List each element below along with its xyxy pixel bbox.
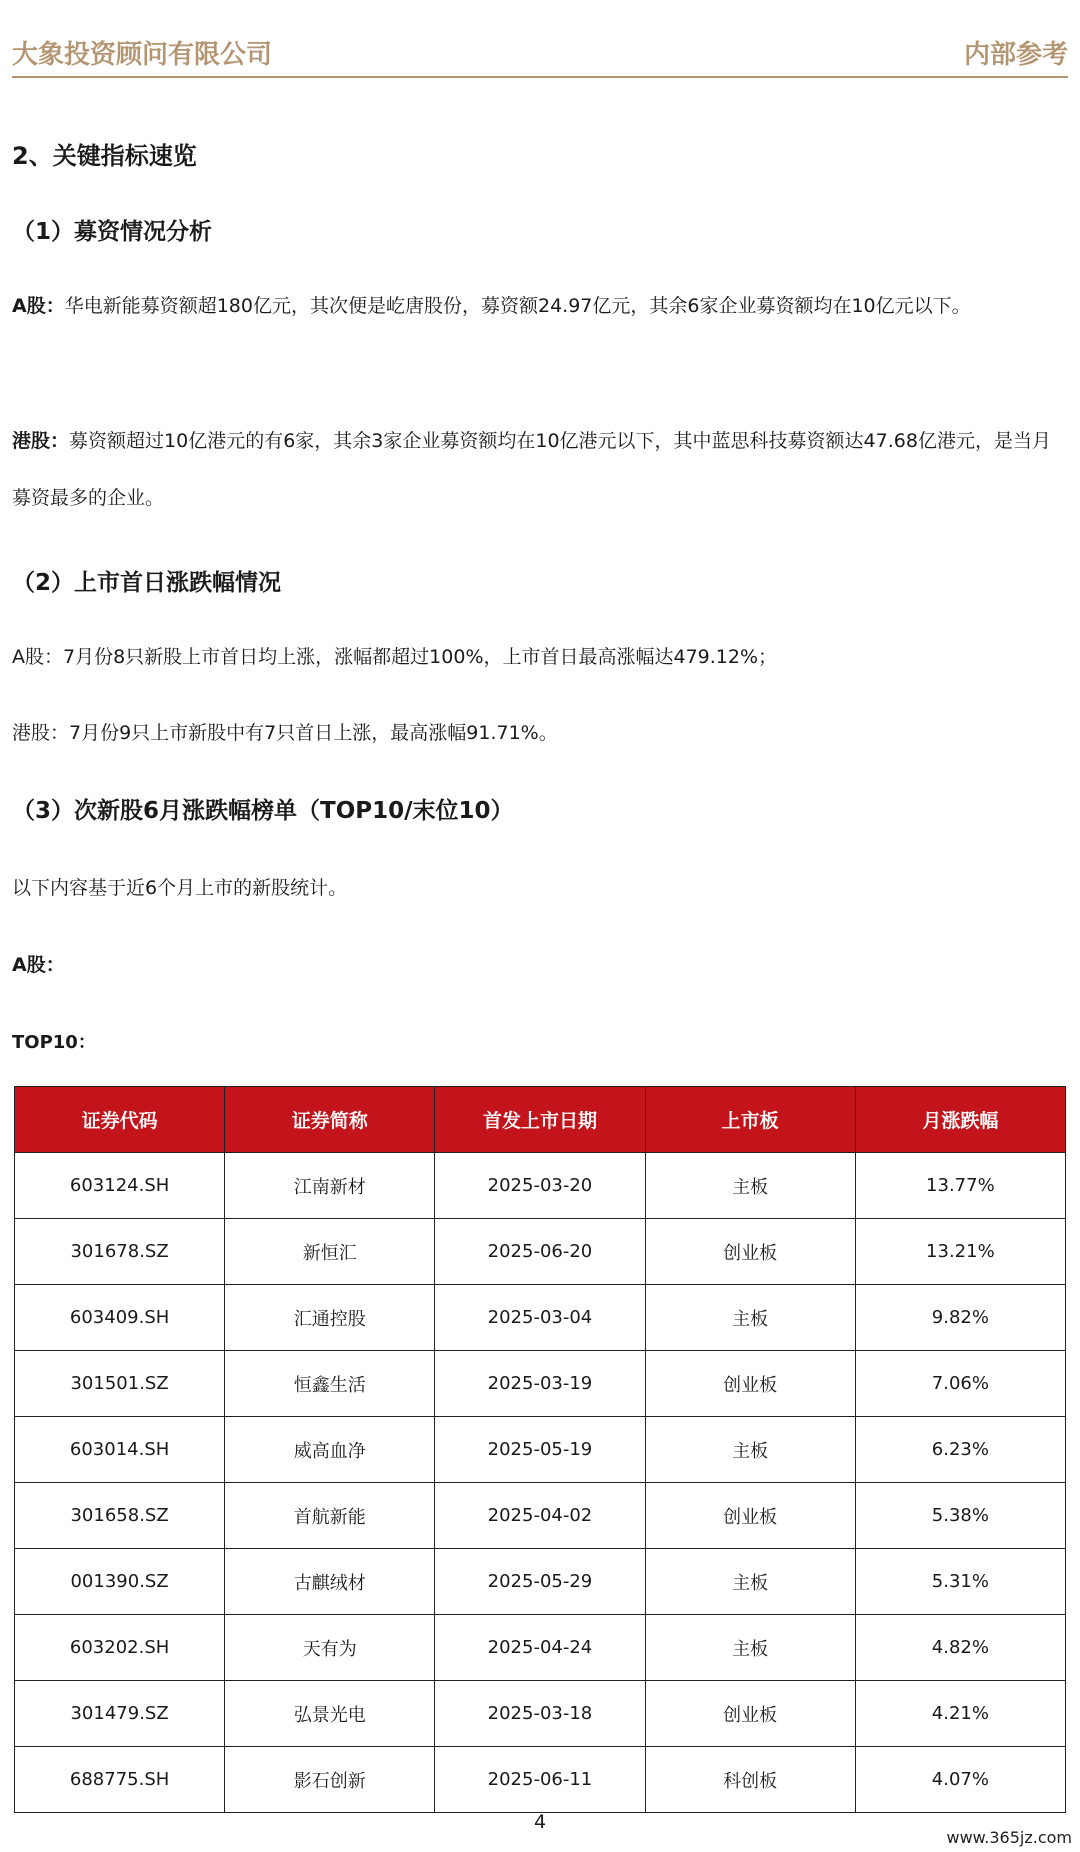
cell-change: 6.23%	[855, 1417, 1065, 1483]
company-name: 大象投资顾问有限公司	[12, 40, 273, 70]
page-number: 4	[533, 1811, 547, 1833]
cell-board: 创业板	[645, 1483, 855, 1549]
header-code: 证券代码	[15, 1087, 225, 1153]
cell-change: 9.82%	[855, 1285, 1065, 1351]
table-row	[15, 1549, 1066, 1615]
cell-name: 弘景光电	[225, 1681, 435, 1747]
cell-change: 5.31%	[855, 1549, 1065, 1615]
hk-fundraising-paragraph	[12, 413, 1068, 527]
cell-date: 2025-03-20	[435, 1153, 645, 1219]
cell-name: 恒鑫生活	[225, 1351, 435, 1417]
subsection-ranking: （3）次新股6月涨跌幅榜单（TOP10/末位10）	[12, 798, 514, 824]
site-watermark: www.365jz.com	[946, 1828, 1072, 1847]
cell-code: 603202.SH	[15, 1615, 225, 1681]
cell-code: 301501.SZ	[15, 1351, 225, 1417]
cell-name: 天有为	[225, 1615, 435, 1681]
cell-name: 威高血净	[225, 1417, 435, 1483]
cell-date: 2025-06-20	[435, 1219, 645, 1285]
cell-date: 2025-03-18	[435, 1681, 645, 1747]
internal-reference-tag: 内部参考	[963, 40, 1068, 70]
table-row	[15, 1417, 1066, 1483]
cell-name: 江南新材	[225, 1153, 435, 1219]
page-header	[12, 30, 1068, 78]
table-row	[15, 1219, 1066, 1285]
cell-board: 主板	[645, 1615, 855, 1681]
top10-table	[14, 1086, 1066, 1813]
cell-board: 主板	[645, 1417, 855, 1483]
cell-date: 2025-06-11	[435, 1747, 645, 1813]
table-row	[15, 1285, 1066, 1351]
cell-board: 主板	[645, 1285, 855, 1351]
cell-change: 4.82%	[855, 1615, 1065, 1681]
table-row	[15, 1681, 1066, 1747]
cell-name: 首航新能	[225, 1483, 435, 1549]
cell-change: 4.07%	[855, 1747, 1065, 1813]
header-name: 证券简称	[225, 1087, 435, 1153]
cell-board: 主板	[645, 1153, 855, 1219]
cell-name: 新恒汇	[225, 1219, 435, 1285]
header-board: 上市板	[645, 1087, 855, 1153]
cell-code: 603014.SH	[15, 1417, 225, 1483]
cell-name: 古麒绒材	[225, 1549, 435, 1615]
cell-code: 301479.SZ	[15, 1681, 225, 1747]
table-header-row	[15, 1087, 1066, 1153]
cell-change: 13.21%	[855, 1219, 1065, 1285]
cell-board: 科创板	[645, 1747, 855, 1813]
header-listing-date: 首发上市日期	[435, 1087, 645, 1153]
cell-code: 301678.SZ	[15, 1219, 225, 1285]
cell-code: 603409.SH	[15, 1285, 225, 1351]
a-share-fundraising-paragraph	[12, 278, 1068, 335]
cell-board: 主板	[645, 1549, 855, 1615]
cell-change: 4.21%	[855, 1681, 1065, 1747]
cell-board: 创业板	[645, 1219, 855, 1285]
cell-date: 2025-05-19	[435, 1417, 645, 1483]
cell-change: 13.77%	[855, 1153, 1065, 1219]
a-share-label: A股：	[12, 295, 65, 317]
header-monthly-change: 月涨跌幅	[855, 1087, 1065, 1153]
table-row	[15, 1483, 1066, 1549]
subsection-fundraising: （1）募资情况分析	[12, 219, 213, 245]
table-row	[15, 1153, 1066, 1219]
table-row	[15, 1747, 1066, 1813]
a-share-fundraising-text: 华电新能募资额超180亿元，其次便是屹唐股份，募资额24.97亿元，其余6家企业募资额均在10亿元以下。	[64, 295, 971, 317]
cell-date: 2025-03-19	[435, 1351, 645, 1417]
cell-name: 汇通控股	[225, 1285, 435, 1351]
top10-heading: TOP10：	[12, 1032, 96, 1053]
table-row	[15, 1351, 1066, 1417]
cell-code: 688775.SH	[15, 1747, 225, 1813]
hk-label: 港股：	[12, 430, 70, 452]
cell-code: 001390.SZ	[15, 1549, 225, 1615]
hk-fundraising-text: 募资额超过10亿港元的有6家，其余3家企业募资额均在10亿港元以下，其中蓝思科技募资额达47.68亿港元，是当月募资最多的企业。	[12, 430, 1051, 509]
cell-change: 7.06%	[855, 1351, 1065, 1417]
section-title: 2、关键指标速览	[12, 142, 197, 170]
cell-code: 603124.SH	[15, 1153, 225, 1219]
cell-board: 创业板	[645, 1351, 855, 1417]
cell-board: 创业板	[645, 1681, 855, 1747]
a-share-heading: A股：	[12, 954, 65, 976]
cell-change: 5.38%	[855, 1483, 1065, 1549]
table-row	[15, 1615, 1066, 1681]
cell-name: 影石创新	[225, 1747, 435, 1813]
ranking-note: 以下内容基于近6个月上市的新股统计。	[12, 877, 348, 899]
cell-date: 2025-05-29	[435, 1549, 645, 1615]
hk-first-day-text: 港股：7月份9只上市新股中有7只首日上涨，最高涨幅91.71%。	[12, 722, 558, 744]
cell-code: 301658.SZ	[15, 1483, 225, 1549]
cell-date: 2025-04-24	[435, 1615, 645, 1681]
cell-date: 2025-03-04	[435, 1285, 645, 1351]
cell-date: 2025-04-02	[435, 1483, 645, 1549]
subsection-first-day: （2）上市首日涨跌幅情况	[12, 570, 282, 596]
a-share-first-day-text: A股：7月份8只新股上市首日均上涨，涨幅都超过100%，上市首日最高涨幅达479.12%；	[12, 646, 778, 668]
